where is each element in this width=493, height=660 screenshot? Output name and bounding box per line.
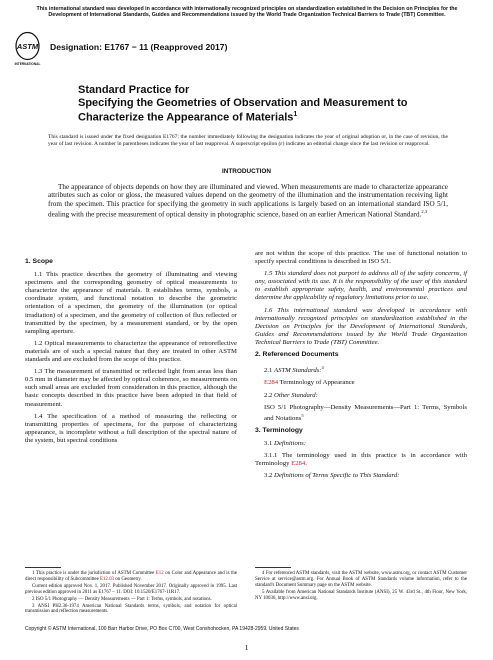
issuance-note: This standard is issued under the fixed designation E1767; the number immediately following the designation indicates the year of original adoption or, in the case of revision, the year of last revision. A number in parentheses indicates the year of last reapproval. A superscript epsilon (ε) indicates an editorial change since the last revision or reapproval. xyxy=(48,134,448,147)
term-3-2: 3.2 Definitions of Terms Specific to This Standard: xyxy=(264,472,400,480)
svg-text:ASTM: ASTM xyxy=(16,42,39,51)
footnote-5: 5 Available from American National Standards Institute (ANSI), 25 W. 43rd St., 4th Floor, New York, NY 10036, http://www.ansi.org. xyxy=(255,589,467,601)
para-1-4: 1.4 The specification of a method of measuring the reflecting or transmitting properties of specimens, for the purpose of characterizing appearance, is incomplete without a full description of the spectral nature of the system, but spectral conditions xyxy=(25,412,237,444)
introduction-heading: INTRODUCTION xyxy=(222,168,271,175)
right-column xyxy=(255,250,467,485)
ref-e284: E284 Terminology of Appearance xyxy=(264,379,355,387)
page-number: 1 xyxy=(244,643,249,652)
footnote-1-edition: Current edition approved Nov. 1, 2017. Published November 2017. Originally approved in 1995. Last previous edition approved in 2011 as E1767 – 11. DOI: 10.1520/E1767-11R17. xyxy=(25,583,237,595)
copyright: Copyright © ASTM International, 100 Barr Harbor Drive, PO Box C700, West Conshohocken, PA 19428-2959. United States xyxy=(25,626,299,632)
footnote-rule-right xyxy=(255,567,291,568)
wto-notice: This international standard was developed in accordance with internationally recognized principles on standardization established in the Decision on Principles for the Development of International Standards, Guides and Recommendations issued by the World Trade Organization Technical Barriers to Trade (TBT) Committee. xyxy=(36,6,458,19)
para-1-5: 1.5 This standard does not purport to address all of the safety concerns, if any, associated with its use. It is the responsibility of the user of this standard to establish appropriate safety, health, and environmental practices and determine the applicability of regulatory limitations prior to use. xyxy=(255,270,467,302)
left-column xyxy=(25,254,237,449)
footnotes-left xyxy=(25,571,237,616)
para-1-4-continued: are not within the scope of this practice. The use of functional notation to specify spectral conditions is described in ISO 5/1. xyxy=(255,250,467,266)
para-1-2: 1.2 Optical measurements to characterize the appearance of retroreflective materials are of such a special nature that they are treated in other ASTM standards and are excluded from the scope of this practice. xyxy=(25,339,237,364)
document-title xyxy=(78,84,438,124)
scope-heading: 1. Scope xyxy=(25,258,53,265)
para-1-3: 1.3 The measurement of transmitted or reflected light from areas less than 0.5 mm in diameter may be affected by optical coherence, so measurements on such small areas are excluded from consideration in this practice, although the basic concepts described in this practice have been adopted in that field of measurement. xyxy=(25,368,237,408)
terminology-heading: 3. Terminology xyxy=(255,427,303,435)
ref-2-1: 2.1 ASTM Standards:$^4$ xyxy=(264,365,324,375)
para-1-1: 1.1 This practice describes the geometry of illuminating and viewing specimens and the corresponding geometry of optical measurements to characterize the appearance of materials. It establishes terms, symbols, a coordinate system, and functional notation to describe the geometric orientation of a specimen, the geometry of the illumination (or optical irradiation) of a specimen, and the geometry of collection of flux reflected or transmitted by the specimen, by a measurement standard, or by the open sampling aperture. xyxy=(25,271,237,335)
term-3-1-1: 3.1.1 The terminology used in this practice is in accordance with Terminology E284. xyxy=(255,452,467,468)
designation: Designation: E1767 − 11 (Reapproved 2017) xyxy=(50,42,228,52)
ref-iso-5-1: ISO 5/1 Photography—Density Measurements—Part 1: Terms, Symbols and Notations$^5$ xyxy=(264,403,467,422)
footnote-3: 3 ANSI PH2.36-1974 American National Standards terms, symbols, and notation for optical transmission and reflection measurements. xyxy=(25,603,237,615)
e284-link[interactable]: E284 xyxy=(264,379,279,387)
e12-link[interactable]: E12 xyxy=(155,571,164,576)
svg-text:INTERNATIONAL: INTERNATIONAL xyxy=(14,62,41,66)
footnote-rule-left xyxy=(25,567,61,568)
ref-2-2: 2.2 Other Standard: xyxy=(264,391,318,399)
footnote-4: 4 For referenced ASTM standards, visit the ASTM website, www.astm.org, or contact ASTM Customer Service at service@astm.org. For Annual Book of ASTM Standards volume information, refer to the standard's Document Summary page on the ASTM website. xyxy=(255,571,467,588)
footnote-2: 2 ISO 5/1 Photography — Density Measurements — Part 1: Terms, symbols, and notations. xyxy=(32,596,212,602)
e12-03-link[interactable]: E12.03 xyxy=(99,576,114,582)
e284-term-link[interactable]: E284 xyxy=(291,460,306,468)
para-1-6: 1.6 This international standard was developed in accordance with internationally recognized principles on standardization established in the Decision on Principles for the Development of International Standards, Guides and Recommendations issued by the World Trade Organization Technical Barriers to Trade (TBT) Committee. xyxy=(255,306,467,346)
footnote-1: 1 This practice is under the jurisdiction of ASTM Committee E12 on Color and Appearance and is the direct responsibility of Subcommittee E12.03 on Geometry. xyxy=(25,571,237,582)
referenced-documents-heading: 2. Referenced Documents xyxy=(255,351,339,359)
astm-logo xyxy=(14,31,41,68)
title-line-2: Specifying the Geometries of Observation and Measurement to Characterize the Appearance of Materials$^1$ xyxy=(78,96,408,124)
footnotes-right xyxy=(255,571,467,603)
term-3-1: 3.1 Definitions: xyxy=(264,440,306,448)
title-line-1: Standard Practice for xyxy=(78,84,190,96)
introduction-text: The appearance of objects depends on how they are illuminated and viewed. When measurements are made to characterize appearance attributes such as color or gloss, the measured values depend on the geometry of the illumination and the instrumentation receiving light from the specimen. This practice for specifying the geometry in such applications is largely based on an international standard ISO 5/1, dealing with the precise measurement of optical density in photographic science, based on an earlier American National Standard.$^{2,3}$ xyxy=(48,183,448,219)
